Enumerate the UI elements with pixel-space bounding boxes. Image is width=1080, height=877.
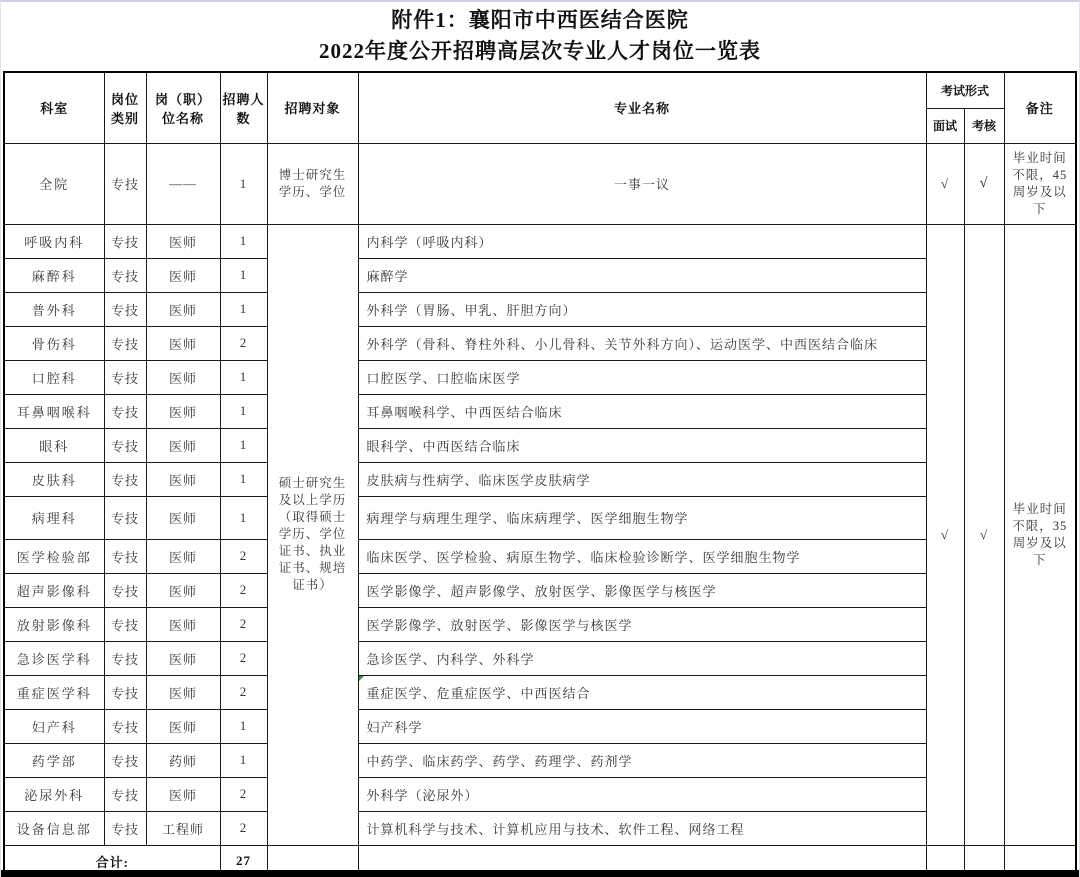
- cell-count: 1: [220, 224, 267, 258]
- cell-position: 医师: [146, 573, 220, 607]
- cell-category: 专技: [104, 143, 146, 224]
- cell-category: 专技: [104, 224, 146, 258]
- department-row: [4, 462, 1076, 496]
- cell-category: 专技: [104, 777, 146, 811]
- cell-position: 医师: [146, 496, 220, 539]
- cell-department: 设备信息部: [4, 811, 104, 845]
- cell-count: 1: [220, 428, 267, 462]
- cell-specialty: 医学影像学、放射医学、影像医学与核医学: [358, 607, 926, 641]
- cell-count: 1: [220, 292, 267, 326]
- department-row: [4, 641, 1076, 675]
- cell-position: 医师: [146, 394, 220, 428]
- cell-target: 博士研究生学历、学位: [267, 143, 358, 224]
- department-row: [4, 360, 1076, 394]
- cell-position: 医师: [146, 360, 220, 394]
- attachment-title: 附件1：襄阳市中西医结合医院: [391, 8, 689, 32]
- header-position: 岗（职）位名称: [146, 72, 220, 143]
- cell-position: 医师: [146, 641, 220, 675]
- total-label: 合计:: [4, 845, 220, 877]
- cell-specialty: 外科学（泌尿外）: [358, 777, 926, 811]
- bottom-bar: [1, 870, 1080, 877]
- cell-specialty: 妇产科学: [358, 709, 926, 743]
- department-row: [4, 539, 1076, 573]
- cell-count: 2: [220, 573, 267, 607]
- cell-department: 妇产科: [4, 709, 104, 743]
- cell-position: 医师: [146, 428, 220, 462]
- cell-department: 重症医学科: [4, 675, 104, 709]
- department-row: [4, 326, 1076, 360]
- cell-position: 药师: [146, 743, 220, 777]
- cell-department: 超声影像科: [4, 573, 104, 607]
- cell-department: 全院: [4, 143, 104, 224]
- cell-count: 1: [220, 709, 267, 743]
- cell-department: 泌尿外科: [4, 777, 104, 811]
- header-target: 招聘对象: [267, 72, 358, 143]
- cell-category: 专技: [104, 360, 146, 394]
- cell-position: ——: [146, 143, 220, 224]
- cell-target-merged: 硕士研究生及以上学历（取得硕士学历、学位证书、执业证书、规培证书）: [267, 224, 358, 845]
- cell-specialty: 外科学（胃肠、甲乳、肝胆方向）: [358, 292, 926, 326]
- department-row: [4, 675, 1076, 709]
- cell-department: 耳鼻咽喉科: [4, 394, 104, 428]
- cell-department: 麻醉科: [4, 258, 104, 292]
- cell-category: 专技: [104, 496, 146, 539]
- cell-count: 1: [220, 496, 267, 539]
- cell-specialty: 临床医学、医学检验、病原生物学、临床检验诊断学、医学细胞生物学: [358, 539, 926, 573]
- cell-assessment-check-merged: √: [964, 224, 1004, 845]
- cell-count: 2: [220, 777, 267, 811]
- cell-count: 2: [220, 539, 267, 573]
- cell-count: 2: [220, 675, 267, 709]
- cell-category: 专技: [104, 258, 146, 292]
- header-interview: 面试: [926, 108, 964, 143]
- cell-category: 专技: [104, 743, 146, 777]
- cell-count: 2: [220, 326, 267, 360]
- cell-category: 专技: [104, 675, 146, 709]
- cell-category: 专技: [104, 641, 146, 675]
- cell-specialty: 医学影像学、超声影像学、放射医学、影像医学与核医学: [358, 573, 926, 607]
- header-department: 科室: [4, 72, 104, 143]
- cell-department: 药学部: [4, 743, 104, 777]
- cell-specialty: 耳鼻咽喉科学、中西医结合临床: [358, 394, 926, 428]
- cell-count: 1: [220, 360, 267, 394]
- department-row: [4, 811, 1076, 845]
- cell-position: 医师: [146, 292, 220, 326]
- cell-category: 专技: [104, 607, 146, 641]
- cell-position: 医师: [146, 675, 220, 709]
- cell-category: 专技: [104, 709, 146, 743]
- total-count: 27: [220, 845, 267, 877]
- header-specialty: 专业名称: [358, 72, 926, 143]
- department-row: [4, 496, 1076, 539]
- cell-count: 2: [220, 641, 267, 675]
- cell-specialty: 外科学（骨科、脊柱外科、小儿骨科、关节外科方向）、运动医学、中西医结合临床: [358, 326, 926, 360]
- cell-position: 医师: [146, 709, 220, 743]
- cell-department: 放射影像科: [4, 607, 104, 641]
- cell-department: 眼科: [4, 428, 104, 462]
- cell-department: 口腔科: [4, 360, 104, 394]
- cell-specialty: 中药学、临床药学、药学、药理学、药剂学: [358, 743, 926, 777]
- cell-specialty: 病理学与病理生理学、临床病理学、医学细胞生物学: [358, 496, 926, 539]
- department-row: [4, 777, 1076, 811]
- cell-department: 皮肤科: [4, 462, 104, 496]
- cell-count: 1: [220, 143, 267, 224]
- cell-assessment-check: √: [964, 143, 1004, 224]
- cell-department: 病理科: [4, 496, 104, 539]
- cell-position: 医师: [146, 777, 220, 811]
- document-title-block: [1, 2, 1079, 71]
- department-row: [4, 224, 1076, 258]
- department-row: [4, 292, 1076, 326]
- cell-interview-check: √: [926, 143, 964, 224]
- cell-category: 专技: [104, 811, 146, 845]
- header-exam-format: 考试形式: [926, 72, 1004, 108]
- cell-count: 1: [220, 394, 267, 428]
- department-row: [4, 394, 1076, 428]
- cell-specialty: 一事一议: [358, 143, 926, 224]
- cell-specialty: 麻醉学: [358, 258, 926, 292]
- header-remarks: 备注: [1004, 72, 1076, 143]
- cell-count: 1: [220, 462, 267, 496]
- cell-position: 医师: [146, 607, 220, 641]
- cell-specialty: 眼科学、中西医结合临床: [358, 428, 926, 462]
- cell-count: 1: [220, 743, 267, 777]
- department-row: [4, 428, 1076, 462]
- cell-department: 呼吸内科: [4, 224, 104, 258]
- cell-remark-merged: 毕业时间不限，35周岁及以下: [1004, 224, 1076, 845]
- department-row: [4, 709, 1076, 743]
- cell-category: 专技: [104, 539, 146, 573]
- cell-count: 1: [220, 258, 267, 292]
- cell-remark: 毕业时间不限，45周岁及以下: [1004, 143, 1076, 224]
- department-row: [4, 573, 1076, 607]
- cell-specialty: 计算机科学与技术、计算机应用与技术、软件工程、网络工程: [358, 811, 926, 845]
- cell-category: 专技: [104, 326, 146, 360]
- cell-specialty: 皮肤病与性病学、临床医学皮肤病学: [358, 462, 926, 496]
- cell-specialty: 急诊医学、内科学、外科学: [358, 641, 926, 675]
- header-assessment: 考核: [964, 108, 1004, 143]
- cell-position: 医师: [146, 224, 220, 258]
- cell-department: 医学检验部: [4, 539, 104, 573]
- cell-department: 普外科: [4, 292, 104, 326]
- cell-category: 专技: [104, 394, 146, 428]
- cell-category: 专技: [104, 428, 146, 462]
- cell-position: 医师: [146, 326, 220, 360]
- cell-specialty: 口腔医学、口腔临床医学: [358, 360, 926, 394]
- cell-category: 专技: [104, 462, 146, 496]
- cell-department: 骨伤科: [4, 326, 104, 360]
- cell-department: 急诊医学科: [4, 641, 104, 675]
- department-row: [4, 258, 1076, 292]
- cell-count: 2: [220, 811, 267, 845]
- doctoral-row: [4, 143, 1076, 224]
- cell-position: 医师: [146, 258, 220, 292]
- header-category: 岗位类别: [104, 72, 146, 143]
- department-row: [4, 743, 1076, 777]
- table-title: 2022年度公开招聘高层次专业人才岗位一览表: [319, 39, 761, 63]
- cell-count: 2: [220, 607, 267, 641]
- header-count: 招聘人数: [220, 72, 267, 143]
- department-row: [4, 607, 1076, 641]
- cell-position: 工程师: [146, 811, 220, 845]
- cell-category: 专技: [104, 292, 146, 326]
- cell-specialty: 内科学（呼吸内科）: [358, 224, 926, 258]
- cell-interview-check-merged: √: [926, 224, 964, 845]
- cell-position: 医师: [146, 462, 220, 496]
- cell-position: 医师: [146, 539, 220, 573]
- cell-category: 专技: [104, 573, 146, 607]
- recruitment-table: [3, 71, 1077, 877]
- cell-specialty: 重症医学、危重症医学、中西医结合: [358, 675, 926, 709]
